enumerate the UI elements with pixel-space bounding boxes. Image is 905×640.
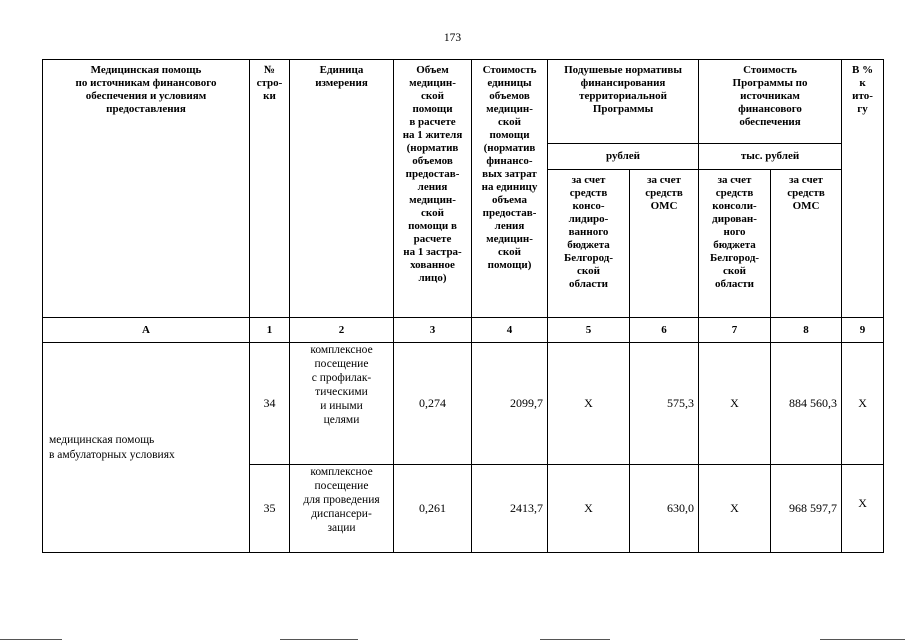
percent-value: Х: [842, 343, 884, 465]
index-cell: 1: [250, 318, 290, 343]
header-thousand-rubles: тыс. рублей: [699, 144, 842, 170]
unit-cost-value: 2099,7: [472, 343, 548, 465]
index-cell: 4: [472, 318, 548, 343]
line-number: 34: [250, 343, 290, 465]
header-pc-budget: за счет средств консо- лидиро- ванного бюджета Белгород- ской области: [548, 170, 630, 318]
total-oms-value: 884 560,3: [771, 343, 842, 465]
header-total-oms: за счет средств ОМС: [771, 170, 842, 318]
header-volume: Объем медицин- ской помощи в расчете на 1 жителя (норматив объемов предостав- ления медицин- ской помощи в расчете на 1 застра- хованное лицо): [394, 60, 472, 318]
header-per-capita-norms: Подушевые нормативы финансирования территориальной Программы: [548, 60, 699, 144]
unit-cost-value: 2413,7: [472, 465, 548, 553]
index-cell: 7: [699, 318, 771, 343]
header-rubles: рублей: [548, 144, 699, 170]
pc-oms-value: 575,3: [630, 343, 699, 465]
pc-budget-value: Х: [548, 465, 630, 553]
pc-oms-value: 630,0: [630, 465, 699, 553]
total-budget-value: Х: [699, 465, 771, 553]
index-cell: 9: [842, 318, 884, 343]
header-medical-care: Медицинская помощь по источникам финансового обеспечения и условиям предоставления: [43, 60, 250, 318]
total-budget-value: Х: [699, 343, 771, 465]
volume-value: 0,261: [394, 465, 472, 553]
header-line-number: № стро- ки: [250, 60, 290, 318]
header-unit: Единица измерения: [290, 60, 394, 318]
header-pc-oms: за счет средств ОМС: [630, 170, 699, 318]
line-number: 35: [250, 465, 290, 553]
header-unit-cost: Стоимость единицы объемов медицин- ской помощи (норматив финансо- вых затрат на единицу объема предостав- ления медицин- ской помощи): [472, 60, 548, 318]
percent-value: Х: [842, 465, 884, 553]
index-cell: 8: [771, 318, 842, 343]
index-cell: 5: [548, 318, 630, 343]
header-total-budget: за счет средств консоли- дирован- ного бюджета Белгород- ской области: [699, 170, 771, 318]
financing-table: [42, 59, 884, 553]
table-row: [43, 343, 884, 465]
index-cell: 3: [394, 318, 472, 343]
index-row: [43, 318, 884, 343]
pc-budget-value: Х: [548, 343, 630, 465]
index-cell: А: [43, 318, 250, 343]
volume-value: 0,274: [394, 343, 472, 465]
care-type-label: медицинская помощь в амбулаторных условиях: [43, 343, 250, 553]
unit-of-measure: комплексное посещение с профилак- тическими и иными целями: [290, 343, 394, 465]
header-percent: В % к ито- гу: [842, 60, 884, 318]
page-number: 173: [443, 32, 462, 44]
index-cell: 2: [290, 318, 394, 343]
header-program-cost: Стоимость Программы по источникам финансового обеспечения: [699, 60, 842, 144]
total-oms-value: 968 597,7: [771, 465, 842, 553]
index-cell: 6: [630, 318, 699, 343]
unit-of-measure: комплексное посещение для проведения диспансери- зации: [290, 465, 394, 553]
